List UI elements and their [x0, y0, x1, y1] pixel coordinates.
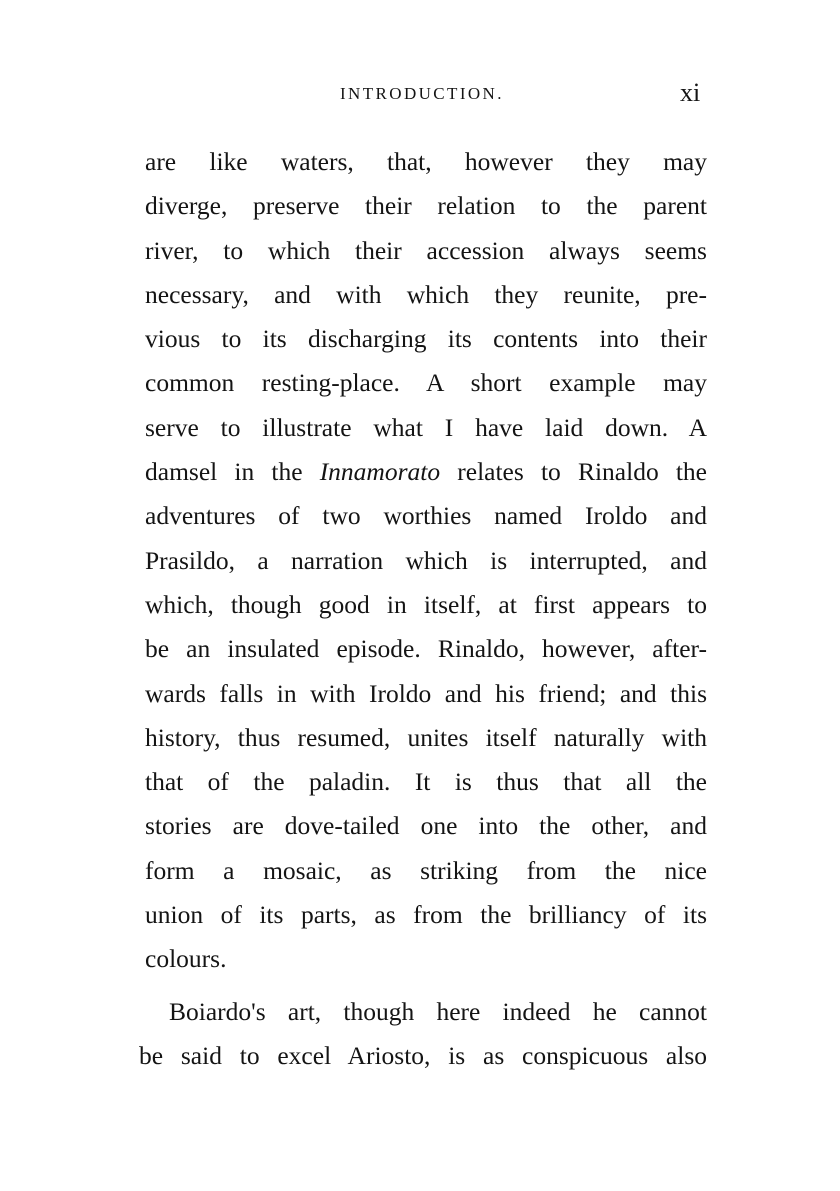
text-line: form a mosaic, as striking from the nice: [145, 855, 707, 885]
text-line: necessary, and with which they reunite, pre-: [145, 279, 707, 309]
paragraph-gap: [145, 982, 707, 990]
text-line: be an insulated episode. Rinaldo, however, after-: [145, 634, 707, 664]
text-line: adventures of two worthies named Iroldo and: [145, 501, 707, 531]
text-line: Boiardo's art, though here indeed he cannot: [169, 996, 707, 1026]
text-line: Prasildo, a narration which is interrupted, and: [145, 545, 707, 575]
text-line: union of its parts, as from the brilliancy of its: [145, 900, 707, 930]
text-run: damsel in the: [145, 457, 320, 487]
text-line: diverge, preserve their relation to the parent: [145, 191, 707, 221]
paragraph-1: [145, 140, 707, 982]
text-line: history, thus resumed, unites itself naturally with: [145, 722, 707, 752]
text-line: which, though good in itself, at first appears to: [145, 589, 707, 619]
text-line: are like waters, that, however they may: [145, 147, 707, 176]
body-text: [139, 140, 707, 1078]
text-line: be said to excel Ariosto, is as conspicuous also: [139, 1040, 707, 1070]
text-line: serve to illustrate what I have laid down. A: [145, 412, 707, 442]
italic-title: Innamorato: [319, 457, 441, 487]
text-run: relates to Rinaldo the: [440, 457, 707, 487]
text-line: common resting-place. A short example may: [145, 368, 707, 398]
text-line: stories are dove-tailed one into the other, and: [145, 811, 707, 841]
text-line: wards falls in with Iroldo and his friend; and this: [145, 678, 707, 708]
text-line: river, to which their accession always seems: [145, 235, 707, 265]
page-number: xi: [680, 78, 701, 107]
paragraph-2: [139, 990, 707, 1079]
text-line: that of the paladin. It is thus that all the: [145, 767, 707, 797]
running-head: [0, 78, 840, 108]
text-line: colours.: [145, 944, 227, 974]
text-line: vious to its discharging its contents into their: [145, 324, 707, 354]
running-title: INTRODUCTION.: [340, 84, 504, 103]
text-line: [145, 450, 707, 494]
